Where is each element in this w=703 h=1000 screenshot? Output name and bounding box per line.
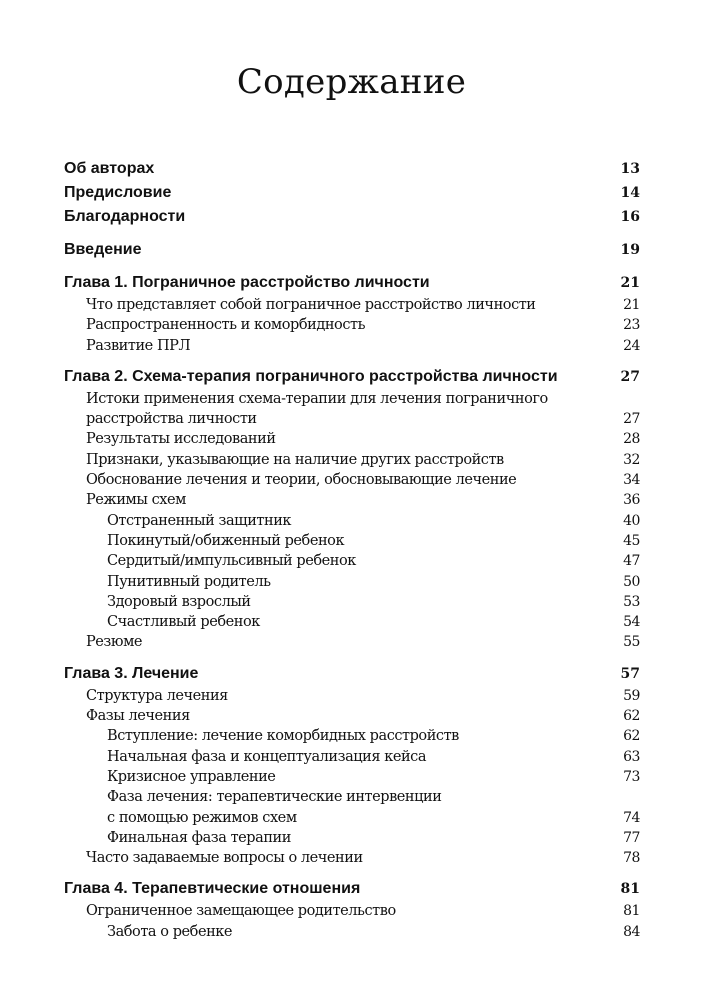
toc-entry-acknowledgements[interactable] bbox=[64, 205, 640, 229]
toc-entry-page: 54 bbox=[623, 614, 640, 631]
toc-entry-page: 34 bbox=[623, 472, 640, 489]
toc-section-label: Истоки применения схема-терапии для лечения пограничного bbox=[86, 390, 548, 407]
toc-section-label: Фазы лечения bbox=[86, 708, 190, 725]
toc-entry-page: 14 bbox=[620, 185, 640, 201]
toc-section[interactable] bbox=[64, 706, 640, 726]
toc-subsection-continuation[interactable] bbox=[64, 808, 640, 828]
toc-section-continuation[interactable] bbox=[64, 409, 640, 429]
toc-section-label: Результаты исследований bbox=[86, 431, 276, 448]
toc-subsection[interactable] bbox=[64, 828, 640, 848]
toc-entry-page: 19 bbox=[620, 242, 640, 258]
toc-subsection-label: Здоровый взрослый bbox=[107, 593, 251, 610]
toc-section[interactable] bbox=[64, 686, 640, 706]
toc-section-label: Часто задаваемые вопросы о лечении bbox=[86, 850, 363, 867]
toc-entry-page: 59 bbox=[623, 687, 640, 704]
toc-entry-page: 23 bbox=[623, 317, 640, 334]
toc-subsection[interactable] bbox=[64, 551, 640, 571]
toc-subsection-label: Счастливый ребенок bbox=[107, 614, 260, 631]
toc-entry-label: Об авторах bbox=[64, 160, 155, 177]
toc-entry-page: 13 bbox=[620, 161, 640, 177]
toc-entry-page: 73 bbox=[623, 768, 640, 785]
toc-entry-page: 27 bbox=[620, 368, 640, 385]
toc-entry-page: 27 bbox=[623, 411, 640, 428]
toc-entry-page: 53 bbox=[623, 593, 640, 610]
toc-section[interactable] bbox=[64, 901, 640, 921]
toc-section-label: Резюме bbox=[86, 634, 143, 651]
toc-entry-page: 81 bbox=[620, 881, 640, 898]
toc-chapter-4[interactable] bbox=[64, 877, 640, 901]
toc-subsection[interactable] bbox=[64, 572, 640, 592]
toc-section[interactable] bbox=[64, 336, 640, 356]
toc-subsection-label: Начальная фаза и концептуализация кейса bbox=[107, 748, 427, 765]
page-title: Содержание bbox=[236, 62, 467, 102]
toc-subsection[interactable] bbox=[64, 726, 640, 746]
toc-subsection-label: Фаза лечения: терапевтические интервенции bbox=[107, 789, 442, 806]
toc-subsection[interactable] bbox=[64, 747, 640, 767]
toc-subsection[interactable] bbox=[64, 592, 640, 612]
toc-section[interactable] bbox=[64, 315, 640, 335]
toc-entry-page: 78 bbox=[623, 850, 640, 867]
toc-entry-page: 50 bbox=[623, 573, 640, 590]
toc-chapter-2[interactable] bbox=[64, 365, 640, 389]
toc-subsection-label: Пунитивный родитель bbox=[107, 573, 271, 590]
toc-entry-page: 21 bbox=[623, 297, 640, 313]
toc-subsection[interactable] bbox=[64, 531, 640, 551]
toc-subsection-label: Покинутый/обиженный ребенок bbox=[107, 532, 345, 549]
table-of-contents bbox=[64, 157, 640, 942]
toc-subsection[interactable] bbox=[64, 922, 640, 942]
toc-entry-page: 55 bbox=[623, 634, 640, 651]
toc-entry-page: 32 bbox=[623, 451, 640, 468]
toc-section-label: Режимы схем bbox=[86, 492, 186, 509]
toc-section[interactable] bbox=[64, 295, 640, 315]
toc-entry-page: 16 bbox=[620, 209, 640, 225]
toc-section[interactable] bbox=[64, 450, 640, 470]
toc-subsection-label: с помощью режимов схем bbox=[107, 809, 297, 826]
toc-chapter-label: Глава 2. Схема-терапия пограничного расстройства личности bbox=[64, 367, 558, 385]
toc-subsection-label: Сердитый/импульсивный ребенок bbox=[107, 553, 356, 570]
toc-section-label: Структура лечения bbox=[86, 687, 228, 704]
toc-section-label: Что представляет собой пограничное расстройство личности bbox=[86, 297, 536, 313]
toc-subsection-label: Вступление: лечение коморбидных расстройств bbox=[107, 728, 459, 745]
toc-entry-page: 28 bbox=[623, 431, 640, 448]
toc-section[interactable] bbox=[64, 389, 640, 409]
toc-section[interactable] bbox=[64, 632, 640, 652]
toc-entry-page: 24 bbox=[623, 337, 640, 354]
toc-chapter-label: Глава 3. Лечение bbox=[64, 664, 199, 682]
toc-entry-page: 62 bbox=[623, 708, 640, 725]
toc-entry-page: 77 bbox=[623, 829, 640, 846]
toc-section[interactable] bbox=[64, 848, 640, 868]
toc-section-label: Развитие ПРЛ bbox=[86, 337, 191, 354]
toc-chapter-3[interactable] bbox=[64, 662, 640, 686]
toc-section[interactable] bbox=[64, 470, 640, 490]
toc-section-label: расстройства личности bbox=[86, 411, 257, 428]
toc-section-label: Признаки, указывающие на наличие других расстройств bbox=[86, 451, 504, 468]
toc-subsection[interactable] bbox=[64, 612, 640, 632]
toc-entry-page: 47 bbox=[623, 553, 640, 570]
toc-subsection[interactable] bbox=[64, 787, 640, 807]
toc-subsection-label: Отстраненный защитник bbox=[107, 512, 292, 529]
toc-subsection-label: Забота о ребенке bbox=[107, 923, 233, 940]
toc-entry-page: 84 bbox=[623, 923, 640, 940]
toc-entry-label: Предисловие bbox=[64, 184, 172, 201]
toc-chapter-label: Глава 1. Пограничное расстройство личности bbox=[64, 274, 430, 291]
toc-chapter-1[interactable] bbox=[64, 271, 640, 295]
toc-section-label: Ограниченное замещающее родительство bbox=[86, 903, 396, 920]
toc-subsection-label: Финальная фаза терапии bbox=[107, 829, 291, 846]
toc-entry-page: 40 bbox=[623, 512, 640, 529]
toc-entry-about-authors[interactable] bbox=[64, 157, 640, 181]
toc-entry-label: Введение bbox=[64, 241, 142, 258]
toc-section-label: Распространенность и коморбидность bbox=[86, 317, 366, 334]
toc-entry-page: 74 bbox=[623, 809, 640, 826]
toc-entry-page: 21 bbox=[620, 275, 640, 291]
toc-entry-page: 45 bbox=[623, 532, 640, 549]
toc-entry-label: Благодарности bbox=[64, 208, 186, 225]
toc-entry-page: 62 bbox=[623, 728, 640, 745]
toc-entry-page: 63 bbox=[623, 748, 640, 765]
toc-section[interactable] bbox=[64, 429, 640, 449]
toc-subsection[interactable] bbox=[64, 511, 640, 531]
toc-section[interactable] bbox=[64, 490, 640, 510]
toc-entry-preface[interactable] bbox=[64, 181, 640, 205]
toc-entry-introduction[interactable] bbox=[64, 238, 640, 262]
toc-entry-page: 57 bbox=[620, 665, 640, 682]
toc-section-label: Обоснование лечения и теории, обосновывающие лечение bbox=[86, 472, 517, 489]
toc-entry-page: 81 bbox=[623, 903, 640, 920]
toc-entry-page: 36 bbox=[623, 492, 640, 509]
toc-subsection[interactable] bbox=[64, 767, 640, 787]
toc-subsection-label: Кризисное управление bbox=[107, 768, 276, 785]
toc-chapter-label: Глава 4. Терапевтические отношения bbox=[64, 880, 361, 898]
